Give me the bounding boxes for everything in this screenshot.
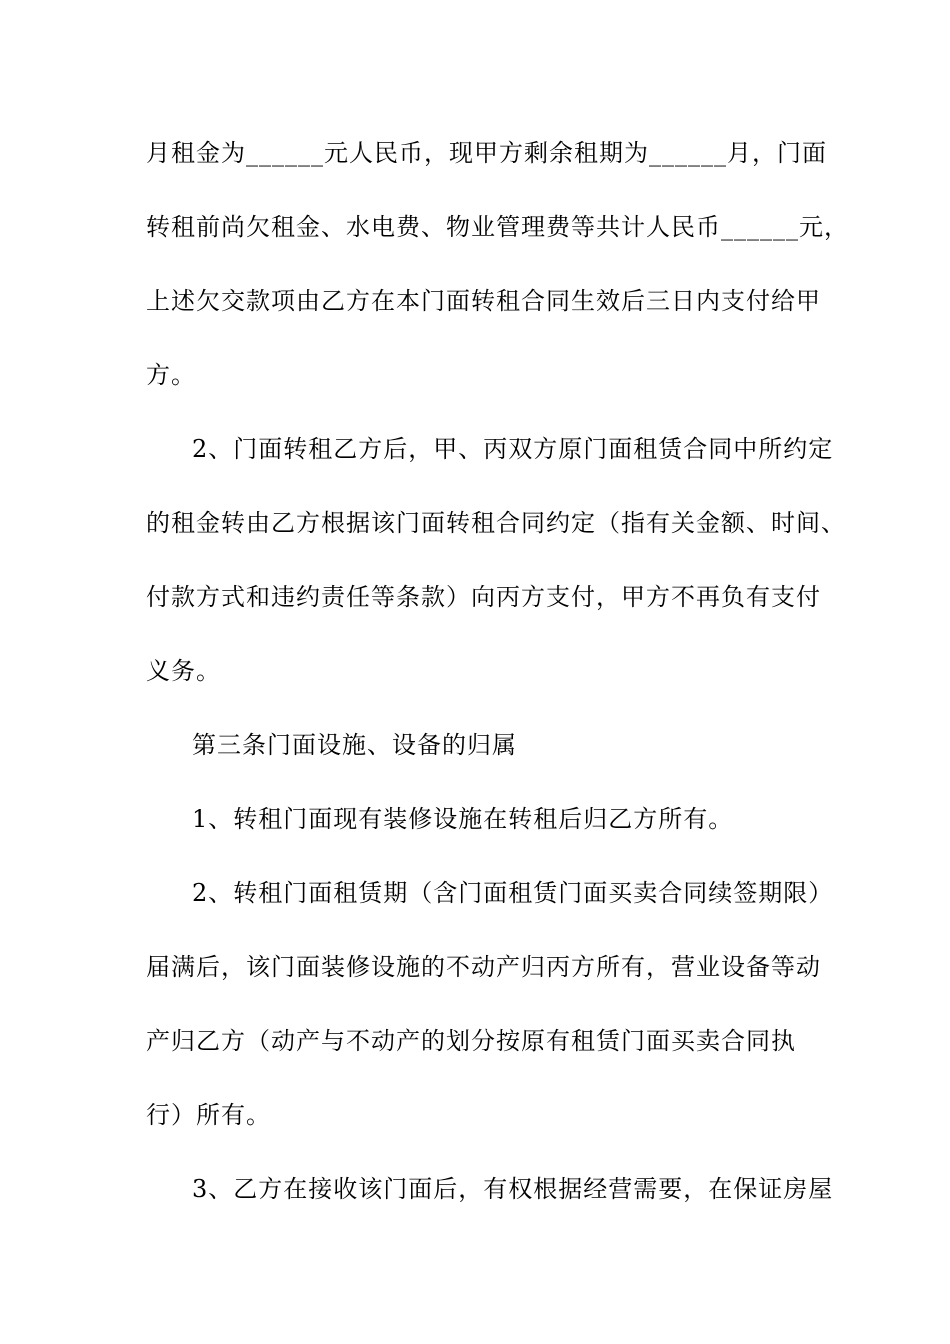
text-line: 转租前尚欠租金、水电费、物业管理费等共计人民币______元， (146, 213, 849, 241)
text-line: 3、乙方在接收该门面后，有权根据经营需要，在保证房屋 (192, 1175, 834, 1203)
text-line: 的租金转由乙方根据该门面转租合同约定（指有关金额、时间、 (146, 509, 846, 537)
text-line: 上述欠交款项由乙方在本门面转租合同生效后三日内支付给甲 (146, 287, 821, 315)
text-line: 产归乙方（动产与不动产的划分按原有租赁门面买卖合同执 (146, 1027, 796, 1055)
text-line: 月租金为______元人民币，现甲方剩余租期为______月，门面 (146, 139, 827, 167)
text-line: 方。 (146, 361, 196, 389)
section-heading: 第三条门面设施、设备的归属 (192, 731, 517, 759)
text-line: 2、转租门面租赁期（含门面租赁门面买卖合同续签期限） (192, 879, 834, 907)
text-line: 届满后，该门面装修设施的不动产归丙方所有，营业设备等动 (146, 953, 821, 981)
text-line: 义务。 (146, 657, 221, 685)
text-line: 2、门面转租乙方后，甲、丙双方原门面租赁合同中所约定 (192, 435, 834, 463)
text-line: 付款方式和违约责任等条款）向丙方支付，甲方不再负有支付 (146, 583, 821, 611)
text-line: 行）所有。 (146, 1101, 271, 1129)
text-line: 1、转租门面现有装修设施在转租后归乙方所有。 (192, 805, 734, 833)
